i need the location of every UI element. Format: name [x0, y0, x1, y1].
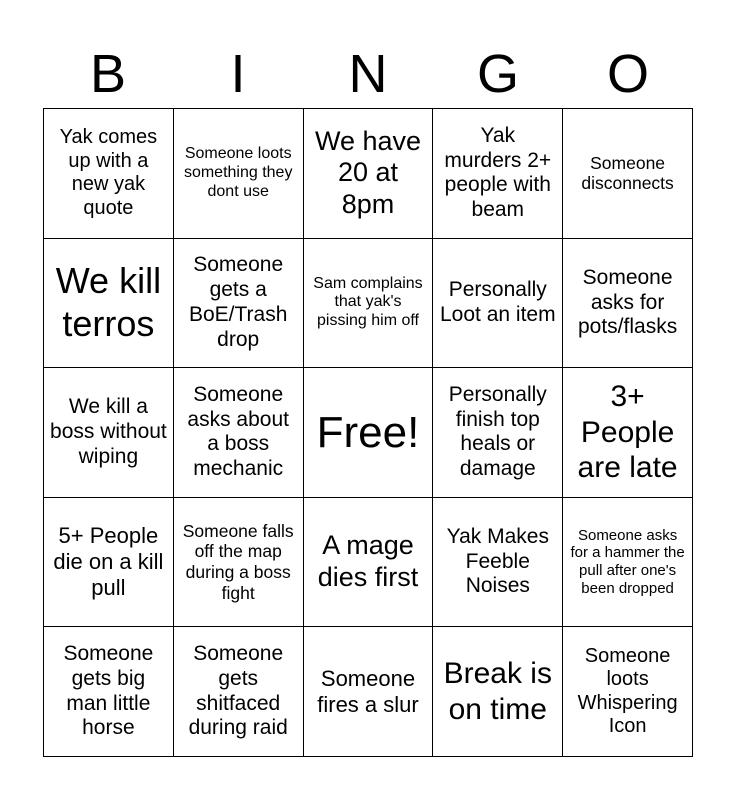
header-letter-g: G	[476, 44, 519, 104]
cell-text: Someone loots something they dont use	[183, 144, 293, 200]
cell-text: Break is on time	[443, 657, 552, 726]
cell-text: We kill terros	[55, 260, 162, 344]
cell-text: Someone loots Whispering Icon	[577, 644, 678, 738]
bingo-header	[43, 40, 693, 108]
cell-text: Someone asks about a boss mechanic	[187, 382, 289, 481]
bingo-cell-r1c2[interactable]	[174, 109, 304, 239]
free-space-text: Free!	[316, 407, 420, 457]
header-letter-i: I	[230, 44, 246, 104]
bingo-cell-r4c2[interactable]	[174, 498, 304, 628]
bingo-cell-r5c4[interactable]	[433, 627, 563, 757]
bingo-cell-r4c4[interactable]	[433, 498, 563, 628]
bingo-cell-r2c3[interactable]	[304, 239, 434, 369]
bingo-cell-r1c1[interactable]	[44, 109, 174, 239]
bingo-cell-free[interactable]	[304, 368, 434, 498]
cell-text: Someone gets big man little horse	[63, 642, 154, 740]
cell-text: Someone gets shitfaced during raid	[188, 642, 288, 740]
bingo-cell-r5c5[interactable]	[563, 627, 693, 757]
cell-text: We have 20 at 8pm	[314, 125, 422, 220]
cell-text: Sam complains that yak's pissing him off	[313, 274, 423, 330]
cell-text: Someone gets a BoE/Trash drop	[188, 253, 288, 351]
header-letter-o: O	[606, 44, 649, 104]
cell-text: Yak murders 2+ people with beam	[444, 123, 552, 222]
bingo-cell-r3c4[interactable]	[433, 368, 563, 498]
bingo-cell-r1c5[interactable]	[563, 109, 693, 239]
bingo-cell-r2c5[interactable]	[563, 239, 693, 369]
cell-text: Someone asks for a hammer the pull after one's been dropped	[570, 526, 685, 597]
bingo-cell-r5c3[interactable]	[304, 627, 434, 757]
cell-text: Personally Loot an item	[440, 278, 556, 326]
bingo-cell-r4c5[interactable]	[563, 498, 693, 628]
bingo-cell-r5c2[interactable]	[174, 627, 304, 757]
bingo-cell-r2c1[interactable]	[44, 239, 174, 369]
cell-text: Someone disconnects	[581, 152, 674, 194]
cell-text: 5+ People die on a kill pull	[53, 523, 164, 601]
cell-text: Yak comes up with a new yak quote	[59, 126, 158, 219]
cell-text: Someone asks for pots/flasks	[577, 265, 678, 339]
bingo-cell-r4c3[interactable]	[304, 498, 434, 628]
bingo-cell-r5c1[interactable]	[44, 627, 174, 757]
bingo-cell-r4c1[interactable]	[44, 498, 174, 628]
bingo-cell-r3c2[interactable]	[174, 368, 304, 498]
cell-text: Personally finish top heals or damage	[448, 382, 547, 481]
header-letter-b: B	[89, 44, 127, 104]
bingo-cell-r1c3[interactable]	[304, 109, 434, 239]
bingo-cell-r2c4[interactable]	[433, 239, 563, 369]
header-letter-n: N	[348, 44, 388, 104]
cell-text: We kill a boss without wiping	[50, 395, 167, 468]
bingo-cell-r3c1[interactable]	[44, 368, 174, 498]
bingo-board	[43, 108, 693, 757]
bingo-cell-r3c5[interactable]	[563, 368, 693, 498]
bingo-cell-r1c4[interactable]	[433, 109, 563, 239]
cell-text: Someone falls off the map during a boss fight	[182, 520, 294, 603]
cell-text: A mage dies first	[317, 530, 419, 593]
cell-text: 3+ People are late	[577, 380, 678, 485]
bingo-cell-r2c2[interactable]	[174, 239, 304, 369]
cell-text: Someone fires a slur	[317, 665, 419, 717]
cell-text: Yak Makes Feeble Noises	[446, 524, 549, 598]
